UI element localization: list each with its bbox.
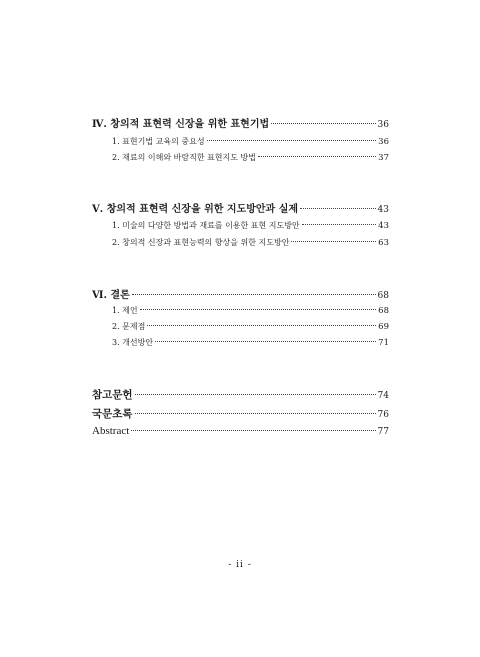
toc-item — [112, 321, 389, 332]
toc-references — [92, 387, 389, 402]
leader-dots — [131, 430, 375, 431]
leader-dots — [271, 123, 375, 124]
section-page-number: 43 — [377, 205, 389, 215]
toc-abstract — [92, 425, 389, 437]
page-number-footer: - ii - — [228, 560, 252, 570]
section-page-number: 68 — [377, 291, 389, 301]
back-matter-title: 국문초록 — [92, 408, 133, 420]
item-title: 2. 창의적 신장과 표현능력의 향상을 위한 지도방안 — [112, 238, 290, 247]
leader-dots — [207, 140, 377, 141]
item-title: 2. 문제점 — [112, 322, 146, 331]
toc-item — [112, 237, 389, 248]
section-title: Ⅴ. 창의적 표현력 신장을 위한 지도방안과 실제 — [92, 204, 299, 215]
leader-dots — [258, 156, 376, 157]
item-page-number: 43 — [378, 221, 389, 231]
item-title: 1. 제언 — [112, 306, 138, 315]
back-matter-title: 참고문헌 — [92, 389, 133, 401]
leader-dots — [291, 241, 376, 242]
item-page-number: 68 — [378, 306, 389, 316]
toc-item — [112, 337, 389, 348]
item-title: 1. 미술의 다양한 방법과 재료를 이용한 표현 지도방안 — [112, 221, 300, 230]
toc-section-vi — [92, 286, 389, 301]
toc-item — [112, 220, 389, 231]
toc-item — [112, 136, 389, 147]
item-page-number: 71 — [378, 338, 389, 348]
toc-section-v — [92, 200, 389, 215]
item-page-number: 69 — [378, 322, 389, 332]
item-title: 1. 표현기법 교육의 중요성 — [112, 137, 205, 146]
back-matter-title: Abstract — [92, 425, 130, 437]
item-page-number: 37 — [378, 153, 389, 163]
leader-dots — [135, 394, 376, 395]
leader-dots — [302, 224, 376, 225]
back-matter-page-number: 77 — [377, 427, 389, 437]
item-title: 3. 개선방안 — [112, 338, 154, 347]
section-page-number: 36 — [377, 120, 389, 130]
toc-korean-abstract — [92, 406, 389, 421]
section-title: Ⅳ. 창의적 표현력 신장을 위한 표현기법 — [92, 119, 270, 130]
back-matter-page-number: 74 — [377, 391, 389, 401]
leader-dots — [135, 413, 376, 414]
leader-dots — [155, 341, 376, 342]
leader-dots — [132, 294, 376, 295]
leader-dots — [140, 309, 377, 310]
leader-dots — [300, 208, 376, 209]
toc-item — [112, 152, 389, 163]
back-matter-page-number: 76 — [377, 410, 389, 420]
section-title: Ⅵ. 결론 — [92, 290, 130, 301]
item-page-number: 36 — [378, 137, 389, 147]
leader-dots — [147, 325, 376, 326]
item-title: 2. 재료의 이해와 바람직한 표현지도 방법 — [112, 153, 256, 162]
toc-item — [112, 305, 389, 316]
item-page-number: 63 — [378, 238, 389, 248]
toc-section-iv — [92, 115, 389, 130]
